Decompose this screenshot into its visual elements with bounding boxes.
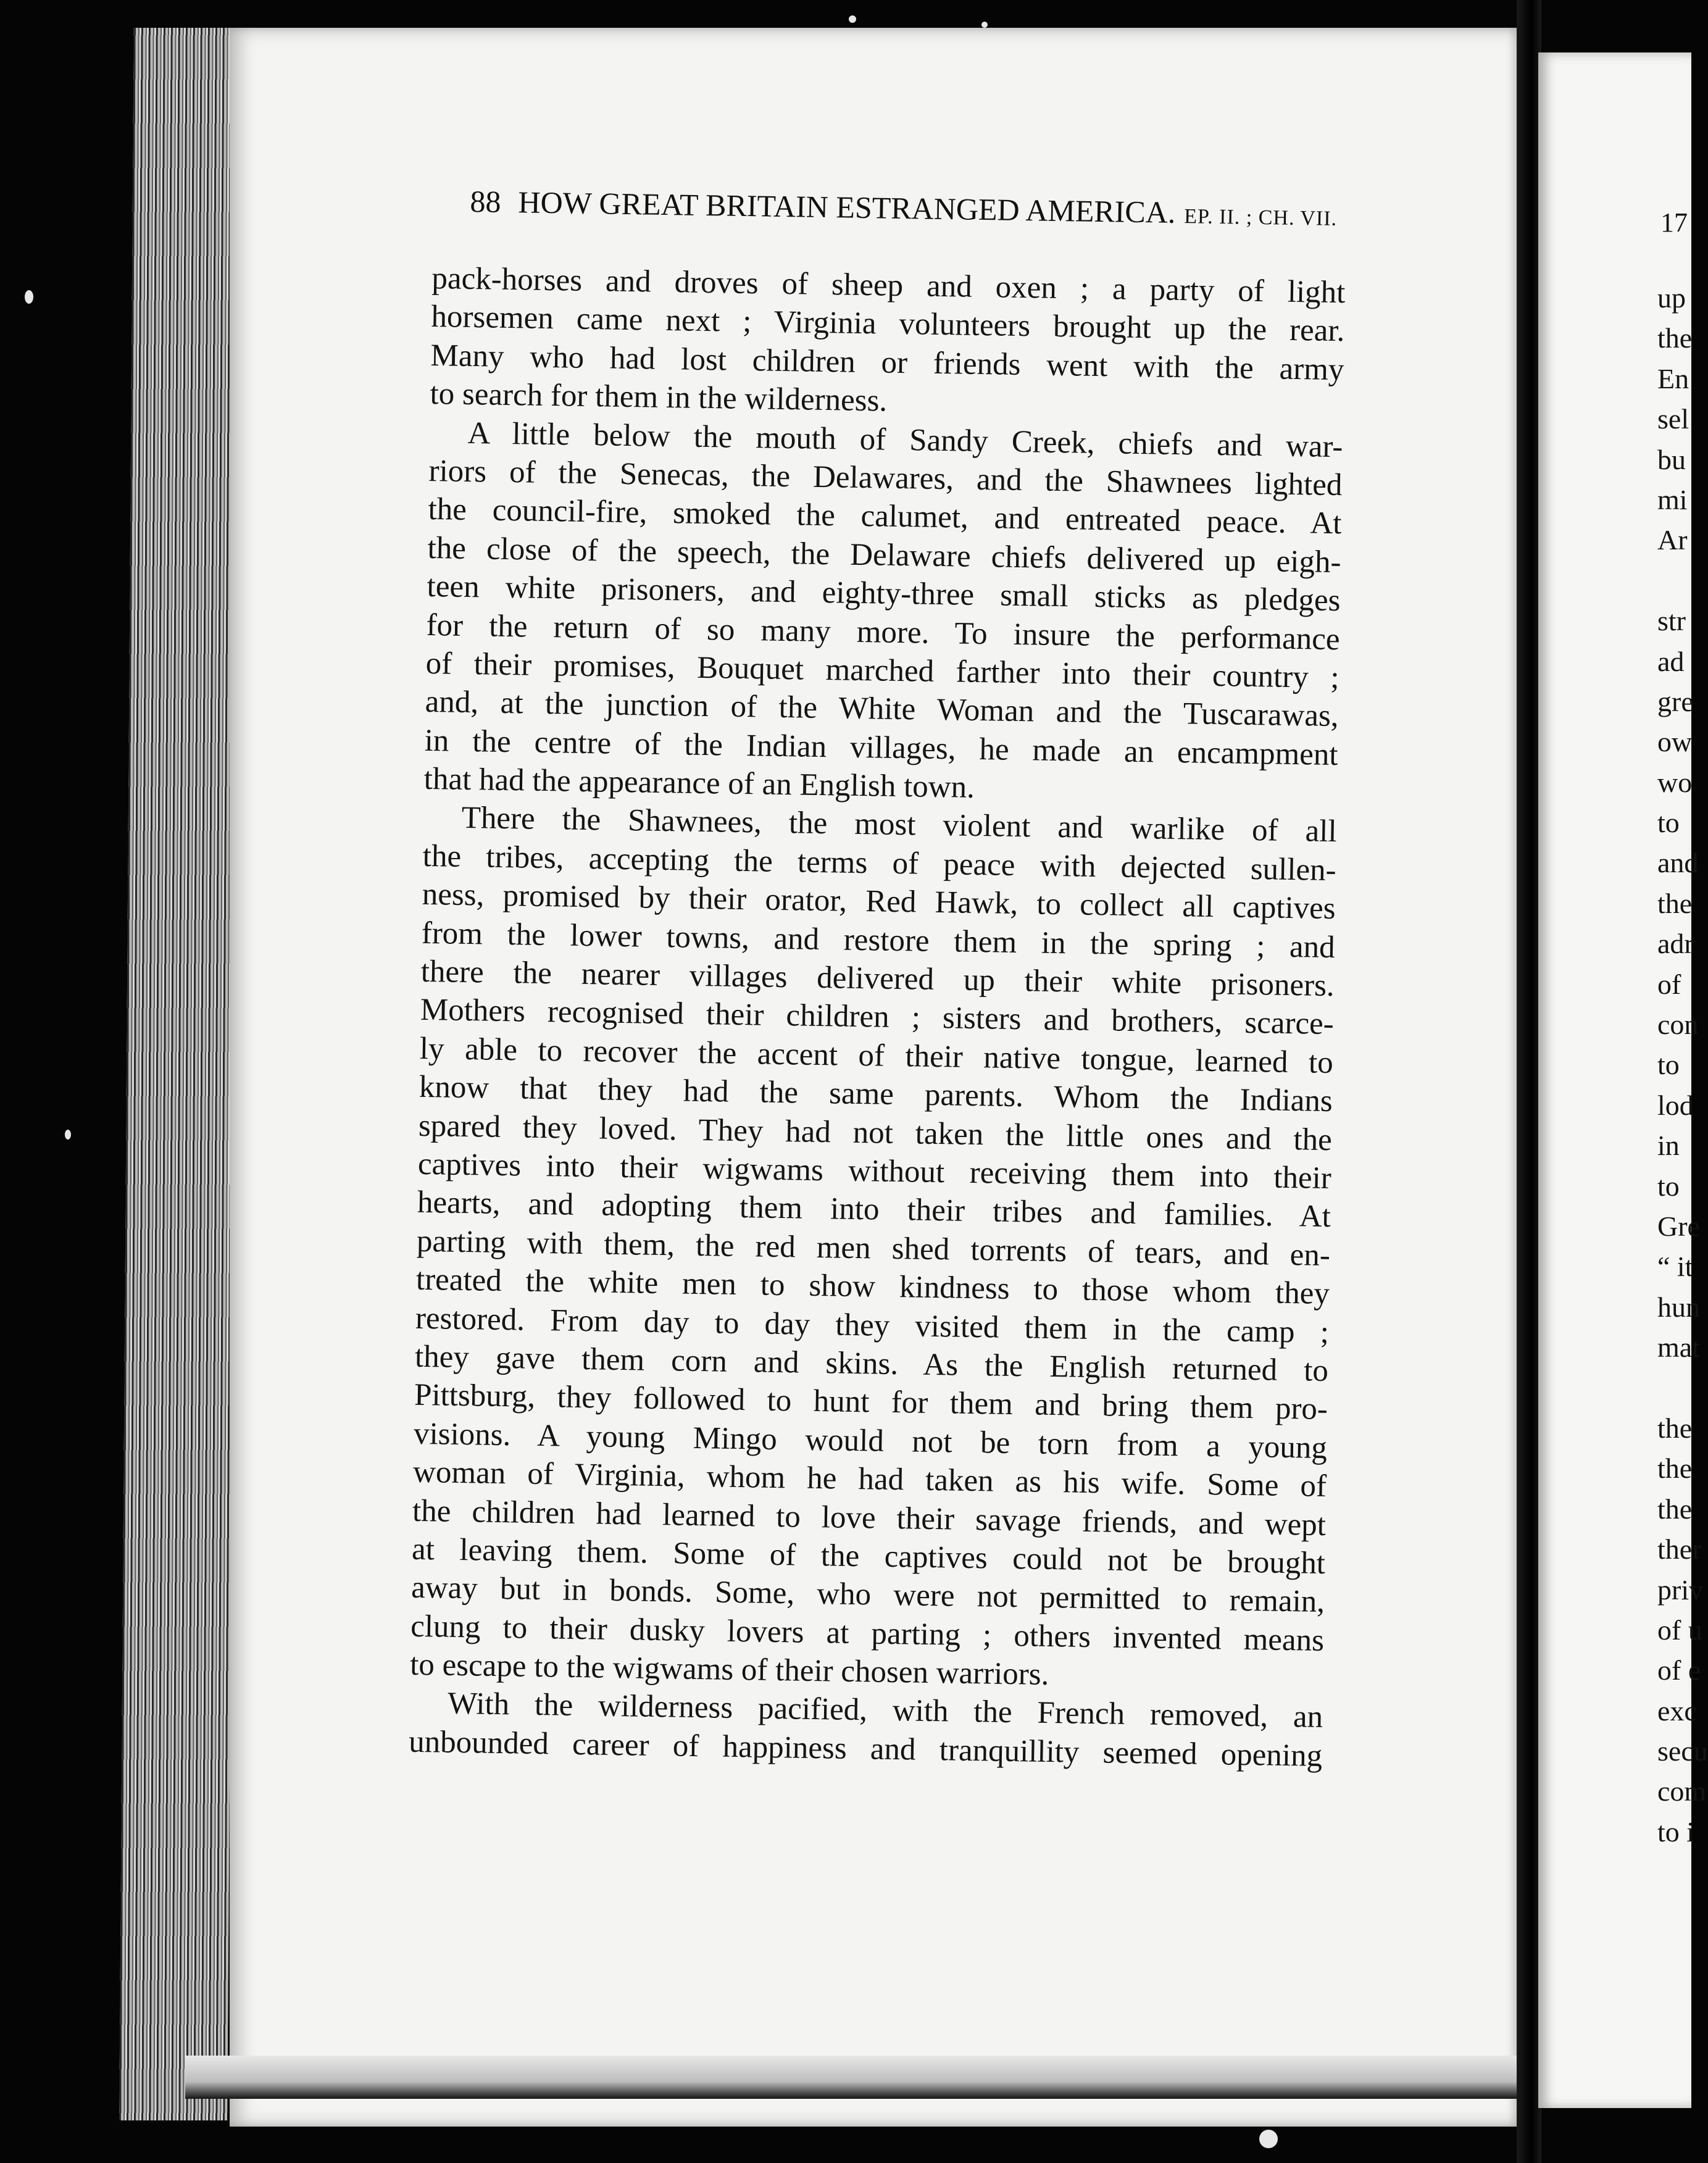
- dust-speck: [65, 1130, 71, 1140]
- text-line: to search for them in the wilderness.: [430, 377, 888, 419]
- right-page-fragment: priv: [1657, 1573, 1704, 1606]
- dust-speck: [25, 290, 33, 304]
- text-line: that had the appearance of an English town.: [423, 761, 975, 805]
- right-page-fragment: ow: [1657, 726, 1693, 758]
- text-line: the council-fire, smoked the calumet, and entreated peace. At: [428, 492, 1342, 541]
- right-page-fragment: to: [1657, 807, 1680, 839]
- right-page-fragment: the: [1657, 322, 1693, 354]
- right-page-fragment: [1657, 1368, 1691, 1408]
- right-page-fragment: in: [1657, 1130, 1680, 1162]
- running-title: HOW GREAT BRITAIN ESTRANGED AMERICA.: [518, 185, 1176, 230]
- right-page-fragment: to i: [1657, 1815, 1695, 1848]
- right-page-fragment: sel: [1657, 403, 1689, 435]
- right-page-fragment: com: [1657, 1775, 1707, 1807]
- right-page-fragment: adr: [1657, 928, 1694, 960]
- right-page-fragment: “ it: [1657, 1251, 1693, 1283]
- right-page-fragment: the: [1657, 1452, 1693, 1485]
- text-line: clung to their dusky lovers at parting ; others invented means: [410, 1609, 1325, 1658]
- right-page-fragment: ad: [1657, 645, 1685, 677]
- text-line: visions. A young Mingo would not be torn from a young: [413, 1416, 1328, 1465]
- text-line: teen white prisoners, and eighty-three small sticks as pledges: [427, 569, 1341, 619]
- right-page-text-fragments: [1657, 278, 1708, 1852]
- right-page-fragment: [1657, 561, 1691, 601]
- right-page-fragment: str: [1657, 605, 1686, 637]
- text-line: ly able to recover the accent of their native tongue, learned to: [419, 1031, 1334, 1080]
- text-line: Pittsburg, they followed to hunt for them and bring them pro-: [414, 1378, 1328, 1427]
- text-line: in the centre of the Indian villages, he made an encampment: [424, 723, 1339, 772]
- text-line: horsemen came next ; Virginia volunteers brought up the rear.: [431, 299, 1345, 349]
- page-edges: [119, 28, 242, 2120]
- right-page-fragment: bu: [1657, 443, 1686, 475]
- text-line: they gave them corn and skins. As the English returned to: [414, 1339, 1329, 1388]
- text-line: A little below the mouth of Sandy Creek, chiefs and war-: [467, 415, 1343, 464]
- right-page-fragment: of e: [1657, 1654, 1701, 1686]
- right-page-fragment: to: [1657, 1170, 1680, 1202]
- text-line: With the wilderness pacified, with the French removed, an: [447, 1686, 1323, 1735]
- right-page-fragment: the: [1657, 1412, 1693, 1444]
- text-line: and, at the junction of the White Woman and the Tuscarawas,: [425, 685, 1339, 734]
- text-line: the children had learned to love their savage friends, and wept: [412, 1493, 1327, 1543]
- book-gutter: [1517, 0, 1541, 2163]
- right-page-fragment: of: [1657, 968, 1681, 1000]
- text-line: ness, promised by their orator, Red Hawk, to collect all captives: [422, 877, 1336, 927]
- text-line: woman of Virginia, whom he had taken as his wife. Some of: [412, 1454, 1327, 1504]
- right-page-fragment: wo: [1657, 766, 1693, 798]
- right-page-fragment: the: [1657, 1493, 1693, 1525]
- text-line: there the nearer villages delivered up their white prisoners.: [420, 954, 1335, 1004]
- text-line: Mothers recognised their children ; sisters and brothers, scarce-: [420, 993, 1335, 1042]
- right-page-fragment: secu: [1657, 1735, 1708, 1767]
- text-line: hearts, and adopting them into their tribes and families. At: [417, 1185, 1331, 1235]
- text-line: riors of the Senecas, the Delawares, and the Shawnees lighted: [428, 453, 1343, 503]
- dust-speck: [849, 15, 856, 23]
- text-line: spared they loved. They had not taken the little ones and the: [418, 1108, 1333, 1157]
- text-line: of their promises, Bouquet marched farther into their country ;: [425, 646, 1339, 696]
- right-page-fragment: En: [1657, 362, 1689, 394]
- text-line: for the return of so many more. To insure the performance: [426, 607, 1340, 657]
- right-page-fragment: the: [1657, 887, 1693, 919]
- dust-speck: [1259, 2130, 1278, 2148]
- text-line: treated the white men to show kindness to those whom they: [415, 1262, 1330, 1312]
- right-page-fragment: and: [1657, 847, 1699, 879]
- text-line: unbounded career of happiness and tranquillity seemed opening: [408, 1724, 1323, 1773]
- right-page-fragment: exc: [1657, 1694, 1697, 1727]
- text-line: away but in bonds. Some, who were not permitted to remain,: [410, 1570, 1325, 1620]
- right-page-fragment: gre: [1657, 685, 1694, 717]
- text-line: There the Shawnees, the most violent and warlike of all: [461, 801, 1338, 849]
- right-page-fragment: to: [1657, 1049, 1680, 1081]
- text-line: at leaving them. Some of the captives could not be brought: [411, 1532, 1326, 1581]
- right-page-fragment: lod: [1657, 1089, 1694, 1121]
- right-page-fragment: ther: [1657, 1533, 1702, 1565]
- text-line: to escape to the wigwams of their chosen warriors.: [409, 1647, 1049, 1693]
- text-line: Many who had lost children or friends went with the army: [430, 338, 1344, 388]
- dust-speck: [981, 22, 988, 28]
- right-page-fragment: hun: [1657, 1291, 1700, 1323]
- right-page-fragment: mat: [1657, 1332, 1700, 1364]
- right-page-fragment: Gre: [1657, 1210, 1700, 1242]
- text-line: the tribes, accepting the terms of peace with dejected sullen-: [422, 838, 1337, 888]
- text-line: parting with them, the red men shed torrents of tears, and en-: [416, 1223, 1331, 1273]
- text-line: from the lower towns, and restore them in the spring ; and: [421, 915, 1336, 965]
- text-line: know that they had the same parents. Whom the Indians: [419, 1070, 1333, 1119]
- right-page-number: 17: [1660, 207, 1688, 238]
- page-bottom-edge: [185, 2056, 1525, 2099]
- page-number: 88: [470, 183, 501, 219]
- text-line: the close of the speech, the Delaware chiefs delivered up eigh-: [427, 530, 1341, 580]
- body-text: [409, 259, 1395, 1776]
- chapter-reference: EP. II. ; CH. VII.: [1183, 205, 1338, 231]
- right-page-fragment: up: [1657, 282, 1686, 314]
- right-page-fragment: mi: [1657, 483, 1688, 515]
- right-page-fragment: of u: [1657, 1614, 1702, 1646]
- text-line: pack-horses and droves of sheep and oxen ; a party of light: [431, 260, 1346, 310]
- right-page-fragment: Ar: [1657, 524, 1688, 556]
- text-line: captives into their wigwams without receiving them into their: [417, 1146, 1332, 1196]
- right-page-fragment: con: [1657, 1009, 1699, 1041]
- text-line: restored. From day to day they visited them in the camp ;: [415, 1301, 1330, 1350]
